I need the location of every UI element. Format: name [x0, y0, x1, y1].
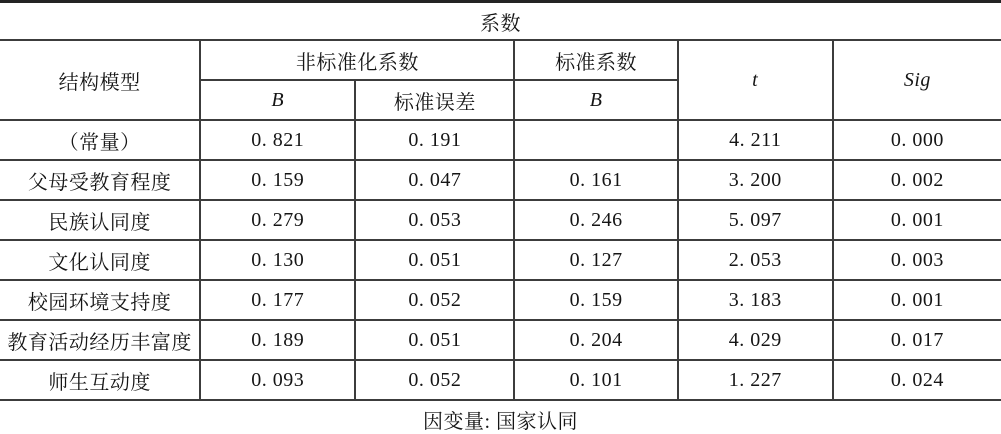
table-row-activity-richness — [0, 320, 1001, 360]
table-row-teacher-student-interaction — [0, 360, 1001, 400]
header-b-unstandardized: B — [200, 80, 355, 120]
cell-sig: 0. 001 — [833, 200, 1001, 240]
table-row-constant — [0, 120, 1001, 160]
cell-std-error: 0. 191 — [355, 120, 514, 160]
header-standardized-group: 标准系数 — [514, 40, 677, 80]
header-unstandardized-group: 非标准化系数 — [200, 40, 514, 80]
cell-sig: 0. 000 — [833, 120, 1001, 160]
cell-beta: 0. 204 — [514, 320, 677, 360]
cell-t: 3. 183 — [678, 280, 833, 320]
cell-beta: 0. 161 — [514, 160, 677, 200]
header-std-error: 标准误差 — [355, 80, 514, 120]
cell-std-error: 0. 047 — [355, 160, 514, 200]
cell-std-error: 0. 051 — [355, 240, 514, 280]
cell-beta — [514, 120, 677, 160]
cell-beta: 0. 101 — [514, 360, 677, 400]
cell-t: 4. 029 — [678, 320, 833, 360]
cell-b: 0. 189 — [200, 320, 355, 360]
table-row-campus-support — [0, 280, 1001, 320]
header-b-standardized: B — [514, 80, 677, 120]
header-row-groups — [0, 40, 1001, 80]
cell-std-error: 0. 052 — [355, 360, 514, 400]
row-label: 文化认同度 — [0, 240, 200, 280]
cell-t: 2. 053 — [678, 240, 833, 280]
row-label: 教育活动经历丰富度 — [0, 320, 200, 360]
cell-b: 0. 821 — [200, 120, 355, 160]
table-title: 系数 — [0, 2, 1001, 41]
cell-b: 0. 159 — [200, 160, 355, 200]
cell-sig: 0. 024 — [833, 360, 1001, 400]
cell-sig: 0. 017 — [833, 320, 1001, 360]
row-label: 民族认同度 — [0, 200, 200, 240]
cell-t: 1. 227 — [678, 360, 833, 400]
row-label: 父母受教育程度 — [0, 160, 200, 200]
cell-t: 3. 200 — [678, 160, 833, 200]
cell-beta: 0. 246 — [514, 200, 677, 240]
table-footnote-row — [0, 400, 1001, 434]
cell-b: 0. 177 — [200, 280, 355, 320]
cell-b: 0. 130 — [200, 240, 355, 280]
row-label: 师生互动度 — [0, 360, 200, 400]
cell-std-error: 0. 052 — [355, 280, 514, 320]
cell-beta: 0. 159 — [514, 280, 677, 320]
cell-sig: 0. 001 — [833, 280, 1001, 320]
table-row-parent-education — [0, 160, 1001, 200]
row-label: （常量） — [0, 120, 200, 160]
table-footnote: 因变量: 国家认同 — [0, 400, 1001, 434]
table-title-row — [0, 2, 1001, 41]
table-row-ethnic-identity — [0, 200, 1001, 240]
header-t: t — [678, 40, 833, 120]
cell-t: 5. 097 — [678, 200, 833, 240]
header-sig: Sig — [833, 40, 1001, 120]
cell-b: 0. 279 — [200, 200, 355, 240]
table-row-cultural-identity — [0, 240, 1001, 280]
cell-sig: 0. 002 — [833, 160, 1001, 200]
cell-std-error: 0. 051 — [355, 320, 514, 360]
cell-std-error: 0. 053 — [355, 200, 514, 240]
cell-t: 4. 211 — [678, 120, 833, 160]
cell-b: 0. 093 — [200, 360, 355, 400]
cell-beta: 0. 127 — [514, 240, 677, 280]
header-structural-model: 结构模型 — [0, 40, 200, 120]
row-label: 校园环境支持度 — [0, 280, 200, 320]
cell-sig: 0. 003 — [833, 240, 1001, 280]
